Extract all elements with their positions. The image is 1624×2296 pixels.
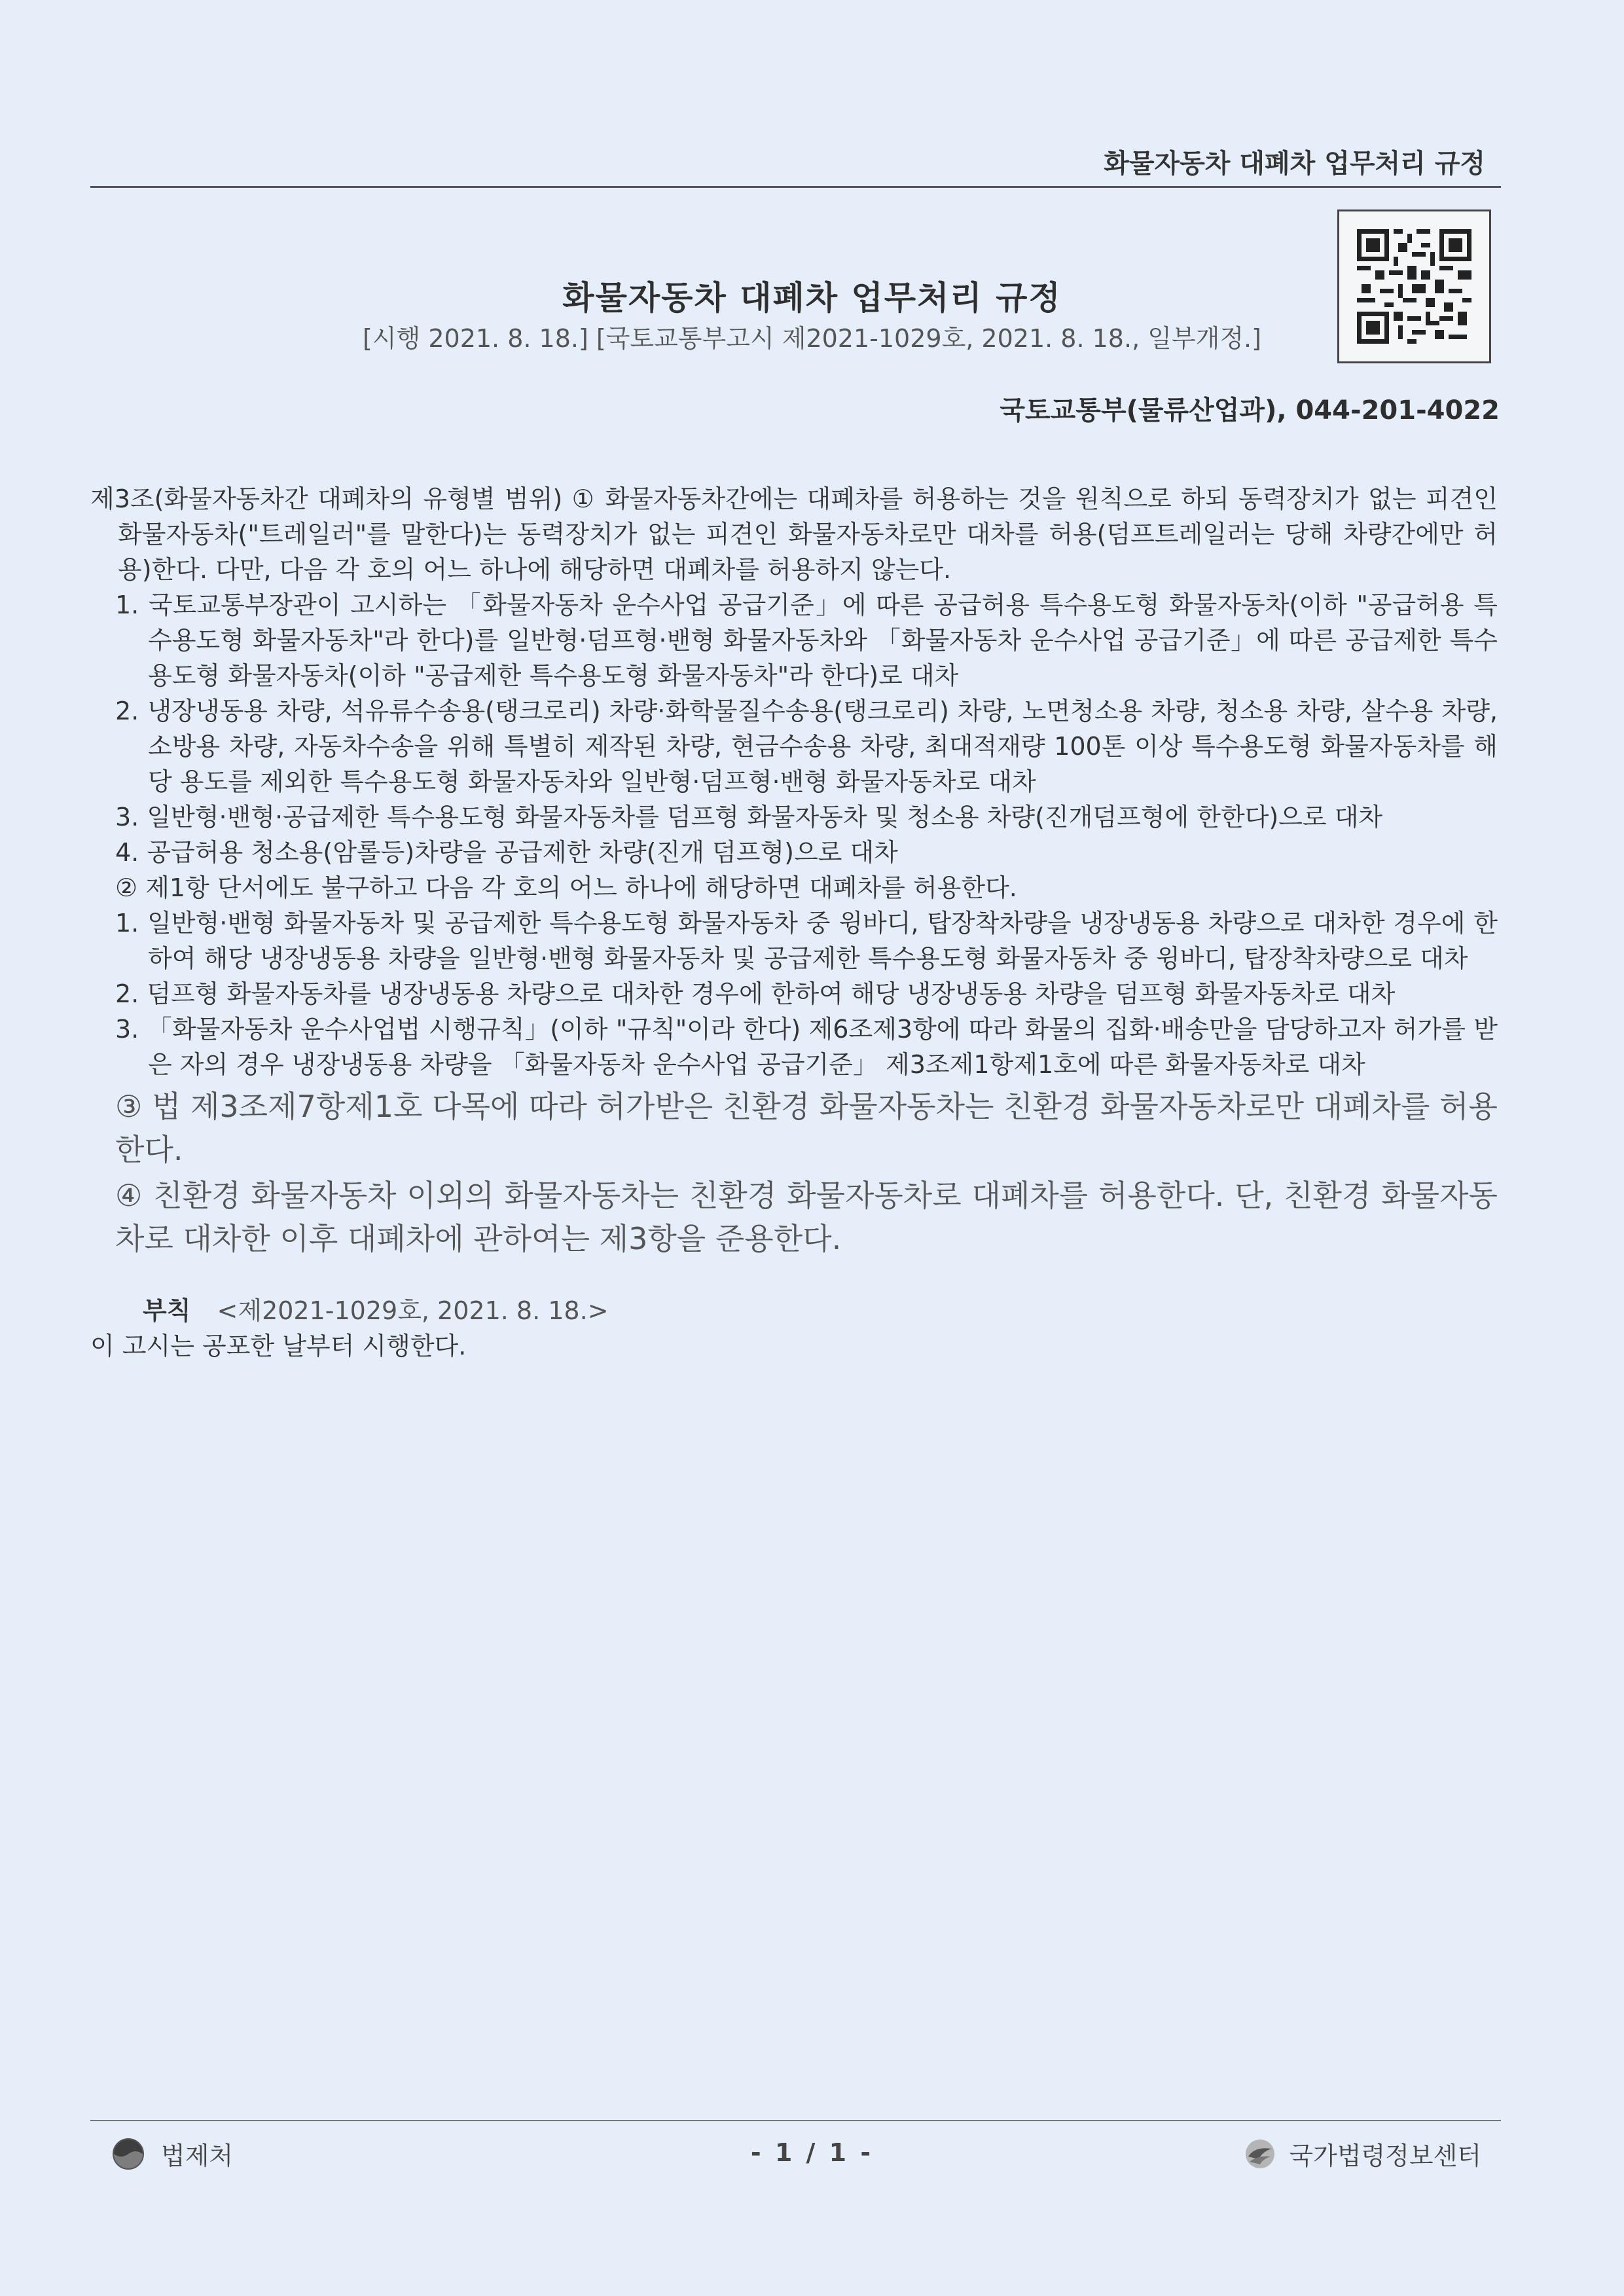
running-title: 화물자동차 대폐차 업무처리 규정: [1104, 149, 1485, 179]
document-meta: [시행 2021. 8. 18.] [국토교통부고시 제2021-1029호, 2021. 8. 18., 일부개정.]: [363, 324, 1261, 353]
header-divider: [90, 186, 1501, 188]
addendum-text: 이 고시는 공포한 날부터 시행한다.: [90, 1332, 467, 1360]
ministry-contact: 국토교통부(물류산업과), 044-201-4022: [1000, 395, 1500, 426]
footer-right-label: 국가법령정보센터: [1289, 2141, 1481, 2170]
paragraph-3: ③ 법 제3조제7항제1호 다목에 따라 허가받은 친환경 화물자동차는 친환경 화물자동차로만 대폐차를 허용한다.: [115, 1089, 1498, 1167]
addendum-label: 부칙: [143, 1296, 191, 1325]
document-title: 화물자동차 대폐차 업무처리 규정: [562, 279, 1062, 317]
paragraph-1-item-3: 3. 일반형·밴형·공급제한 특수용도형 화물자동차를 덤프형 화물자동차 및 청소용 차량(진개덤프형에 한한다)으로 대차: [115, 803, 1383, 831]
paragraph-1-item-4: 4. 공급허용 청소용(암롤등)차량을 공급제한 차량(진개 덤프형)으로 대차: [115, 838, 898, 867]
article-body: [90, 481, 1498, 1364]
footer-right: [1243, 2136, 1481, 2172]
article-3-heading: 제3조(화물자동차간 대폐차의 유형별 범위) ① 화물자동차간에는 대폐차를 허용하는 것을 원칙으로 하되 동력장치가 없는 피견인 화물자동차("트레일러"를 말한다)는 동력장치가 없는 피견인 화물자동차로만 대차를 허용(덤프트레일러는 당해 차량간에만 허용)한다. 다만, 다음 각 호의 어느 하나에 해당하면 대폐차를 허용하지 않는다.: [90, 484, 1498, 584]
footer-divider: [90, 2120, 1501, 2121]
paragraph-4: ④ 친환경 화물자동차 이외의 화물자동차는 친환경 화물자동차로 대폐차를 허용한다. 단, 친환경 화물자동차로 대차한 이후 대폐차에 관하여는 제3항을 준용한다.: [115, 1178, 1498, 1256]
page-number: - 1 / 1 -: [750, 2138, 874, 2167]
paragraph-2-item-3: 3. 「화물자동차 운수사업법 시행규칙」(이하 "규칙"이라 한다) 제6조제3항에 따라 화물의 집화·배송만을 담당하고자 허가를 받은 자의 경우 냉장냉동용 차량을 「화물자동차 운수사업 공급기준」 제3조제1항제1호에 따른 화물자동차로 대차: [115, 1015, 1498, 1079]
law-center-logo-icon: [1243, 2137, 1277, 2171]
addendum-date: <제2021-1029호, 2021. 8. 18.>: [217, 1296, 609, 1325]
paragraph-1-item-1: 1. 국토교통부장관이 고시하는 「화물자동차 운수사업 공급기준」에 따른 공급허용 특수용도형 화물자동차(이하 "공급허용 특수용도형 화물자동차"라 한다)를 일반형·덤프형·밴형 화물자동차와 「화물자동차 운수사업 공급기준」에 따른 공급제한 특수용도형 화물자동차(이하 "공급제한 특수용도형 화물자동차"라 한다)로 대차: [115, 591, 1498, 690]
paragraph-2: ② 제1항 단서에도 불구하고 다음 각 호의 어느 하나에 해당하면 대폐차를 허용한다.: [115, 873, 1017, 902]
addendum-header: [90, 1293, 1498, 1328]
paragraph-1-item-2: 2. 냉장냉동용 차량, 석유류수송용(탱크로리) 차량·화학물질수송용(탱크로리) 차량, 노면청소용 차량, 청소용 차량, 살수용 차량, 소방용 차량, 자동차수송을 위해 특별히 제작된 차량, 현금수송용 차량, 최대적재량 100톤 이상 특수용도형 화물자동차를 해당 용도를 제외한 특수용도형 화물자동차와 일반형·덤프형·밴형 화물자동차로 대차: [115, 697, 1498, 796]
paragraph-2-item-2: 2. 덤프형 화물자동차를 냉장냉동용 차량으로 대차한 경우에 한하여 해당 냉장냉동용 차량을 덤프형 화물자동차로 대차: [115, 979, 1396, 1008]
paragraph-2-item-1: 1. 일반형·밴형 화물자동차 및 공급제한 특수용도형 화물자동차 중 윙바디, 탑장착차량을 냉장냉동용 차량으로 대차한 경우에 한하여 해당 냉장냉동용 차량을 일반형·밴형 화물자동차 및 공급제한 특수용도형 화물자동차 중 윙바디, 탑장착차량으로 대차: [115, 909, 1498, 973]
footer-left-label: 법제처: [161, 2141, 234, 2170]
